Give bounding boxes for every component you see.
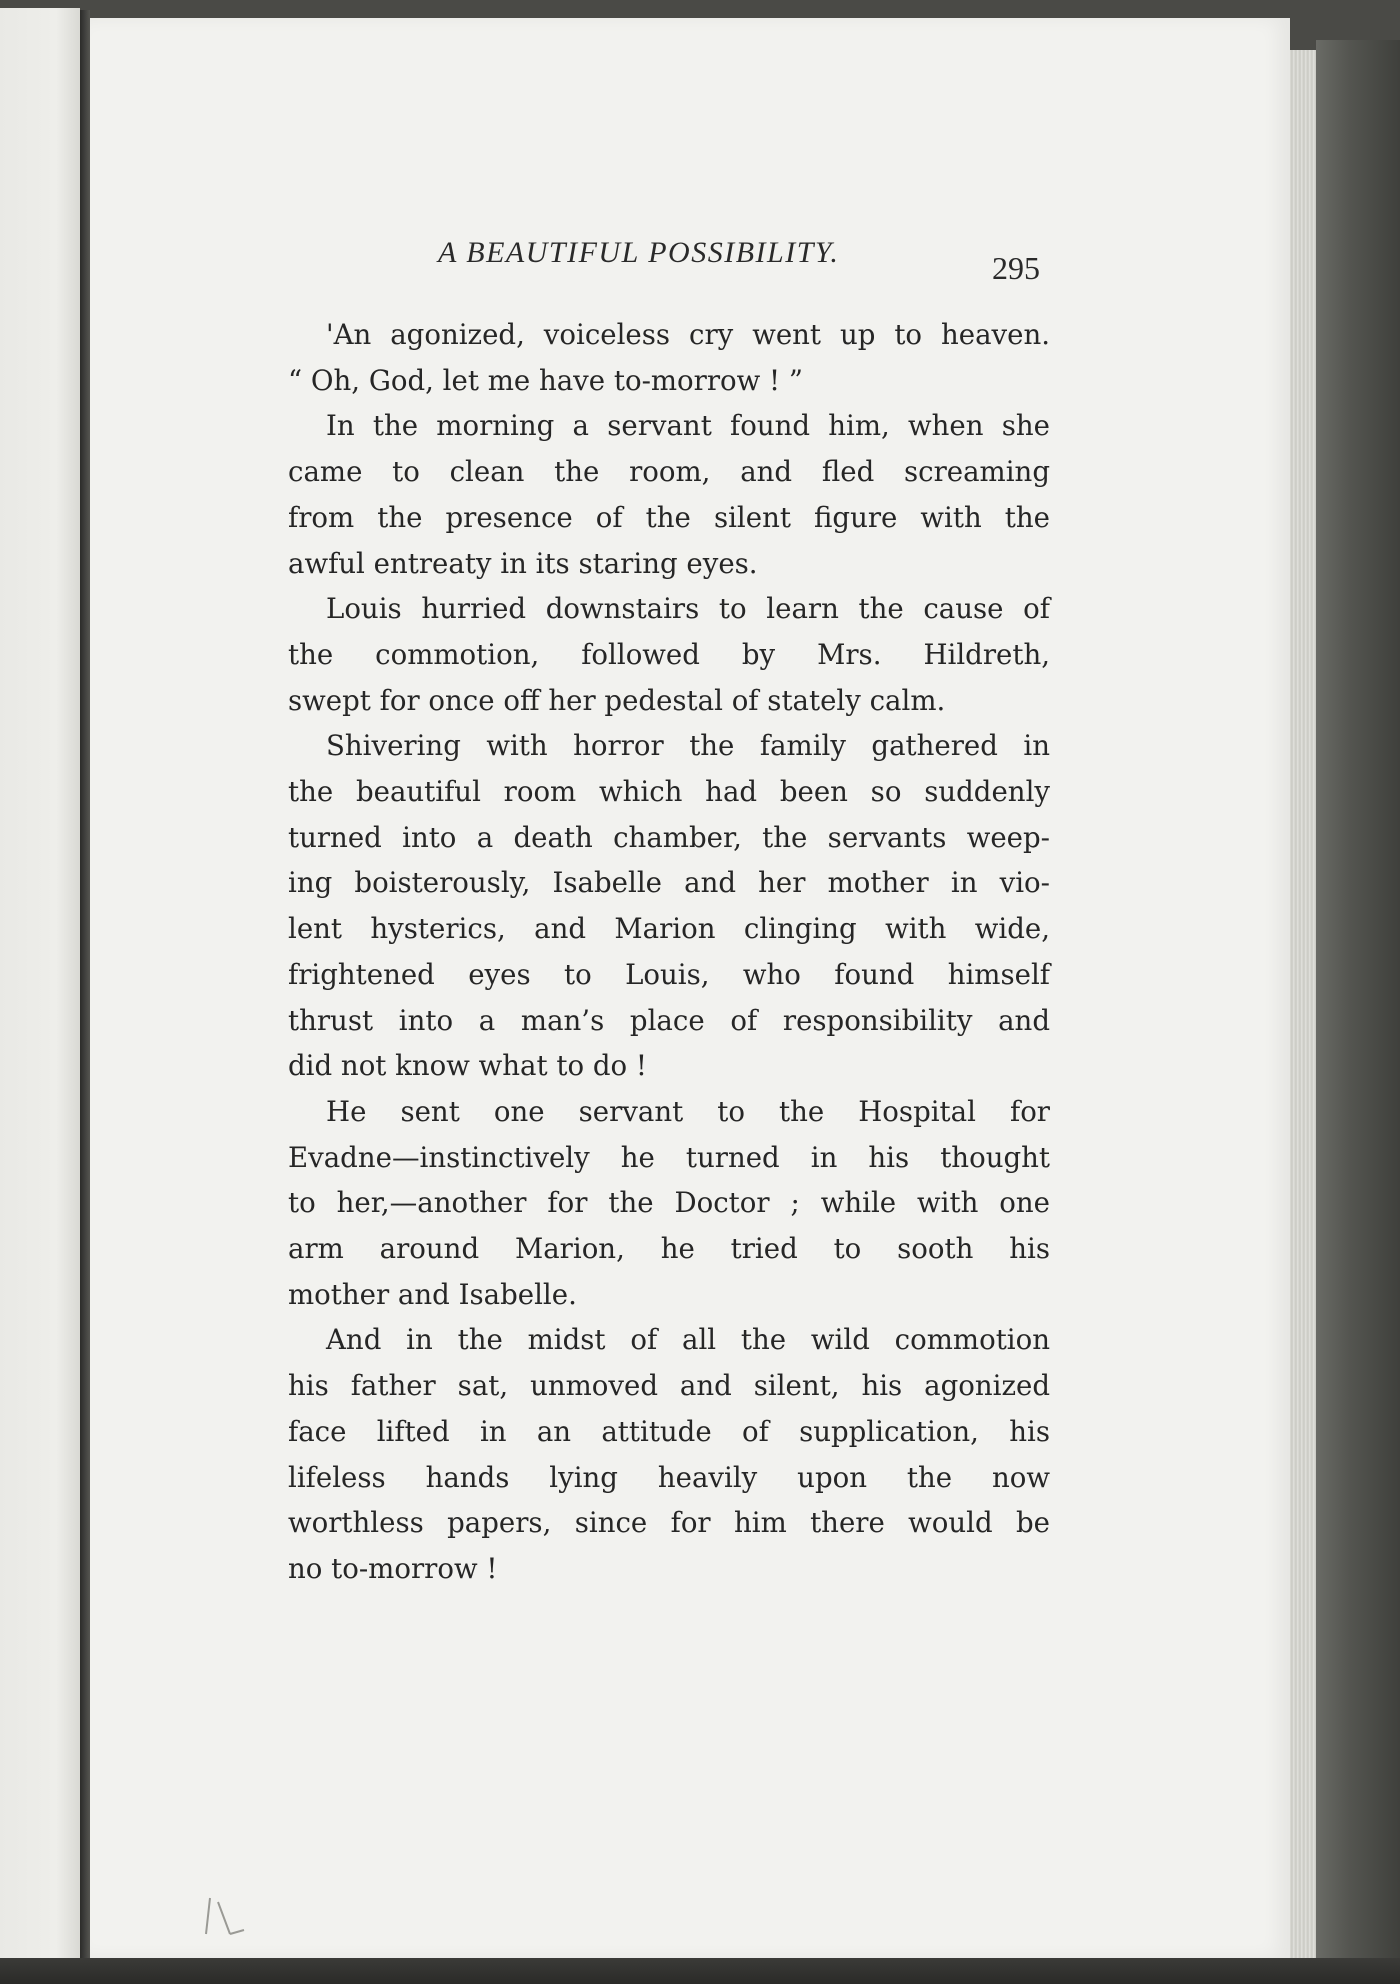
text-line: 'An agonized, voiceless cry went up to heaven. (326, 318, 1050, 351)
pencil-mark-icon (200, 1890, 260, 1940)
left-page-edge (0, 8, 80, 1984)
text-line: In the morning a servant found him, when she (326, 409, 1050, 443)
book-gutter (80, 10, 90, 1984)
text-line: his father sat, unmoved and silent, his agonized (288, 1369, 1050, 1403)
text-line: arm around Marion, he tried to sooth his (288, 1232, 1050, 1266)
text-line: lifeless hands lying heavily upon the now (288, 1460, 1050, 1494)
text-line: no to-morrow ! (288, 1551, 498, 1585)
paragraph (288, 312, 1050, 403)
text-line: ing boisterously, Isabelle and her mother in vio- (288, 866, 1050, 900)
text-line: mother and Isabelle. (288, 1277, 577, 1311)
text-line: face lifted in an attitude of supplication, his (288, 1414, 1050, 1448)
text-line: the commotion, followed by Mrs. Hildreth, (288, 637, 1050, 671)
body-text (288, 312, 1050, 1592)
paragraph (288, 586, 1050, 723)
text-line: Louis hurried downstairs to learn the cause of (326, 592, 1050, 626)
text-line: And in the midst of all the wild commotion (326, 1323, 1050, 1357)
page-block-edge (1290, 50, 1316, 1960)
page-number: 295 (992, 250, 1040, 286)
running-title: A BEAUTIFUL POSSIBILITY. (438, 236, 840, 269)
bottom-edge (0, 1958, 1400, 1984)
text-line: Evadne—instinctively he turned in his thought (288, 1140, 1050, 1174)
text-line: worthless papers, since for him there would be (288, 1506, 1050, 1540)
text-line: did not know what to do ! (288, 1049, 647, 1083)
book-cover (1316, 40, 1400, 1984)
text-line: from the presence of the silent figure with the (288, 500, 1050, 534)
text-line: He sent one servant to the Hospital for (326, 1094, 1050, 1128)
text-line: frightened eyes to Louis, who found himself (288, 957, 1050, 991)
text-line: thrust into a man’s place of responsibility and (288, 1003, 1050, 1037)
paragraph (288, 1089, 1050, 1318)
paragraph (288, 723, 1050, 1089)
text-line: swept for once off her pedestal of stately calm. (288, 683, 946, 717)
text-line: the beautiful room which had been so suddenly (288, 775, 1050, 809)
text-line: to her,—another for the Doctor ; while with one (288, 1186, 1050, 1220)
text-line: awful entreaty in its staring eyes. (288, 546, 758, 580)
paragraph (288, 1317, 1050, 1591)
text-line: turned into a death chamber, the servants weep- (288, 820, 1050, 854)
text-line: Shivering with horror the family gathered in (326, 729, 1050, 763)
text-line: “ Oh, God, let me have to-morrow ! ” (288, 363, 804, 397)
text-line: lent hysterics, and Marion clinging with wide, (288, 912, 1050, 946)
paragraph (288, 403, 1050, 586)
text-line: came to clean the room, and fled screaming (288, 455, 1050, 489)
